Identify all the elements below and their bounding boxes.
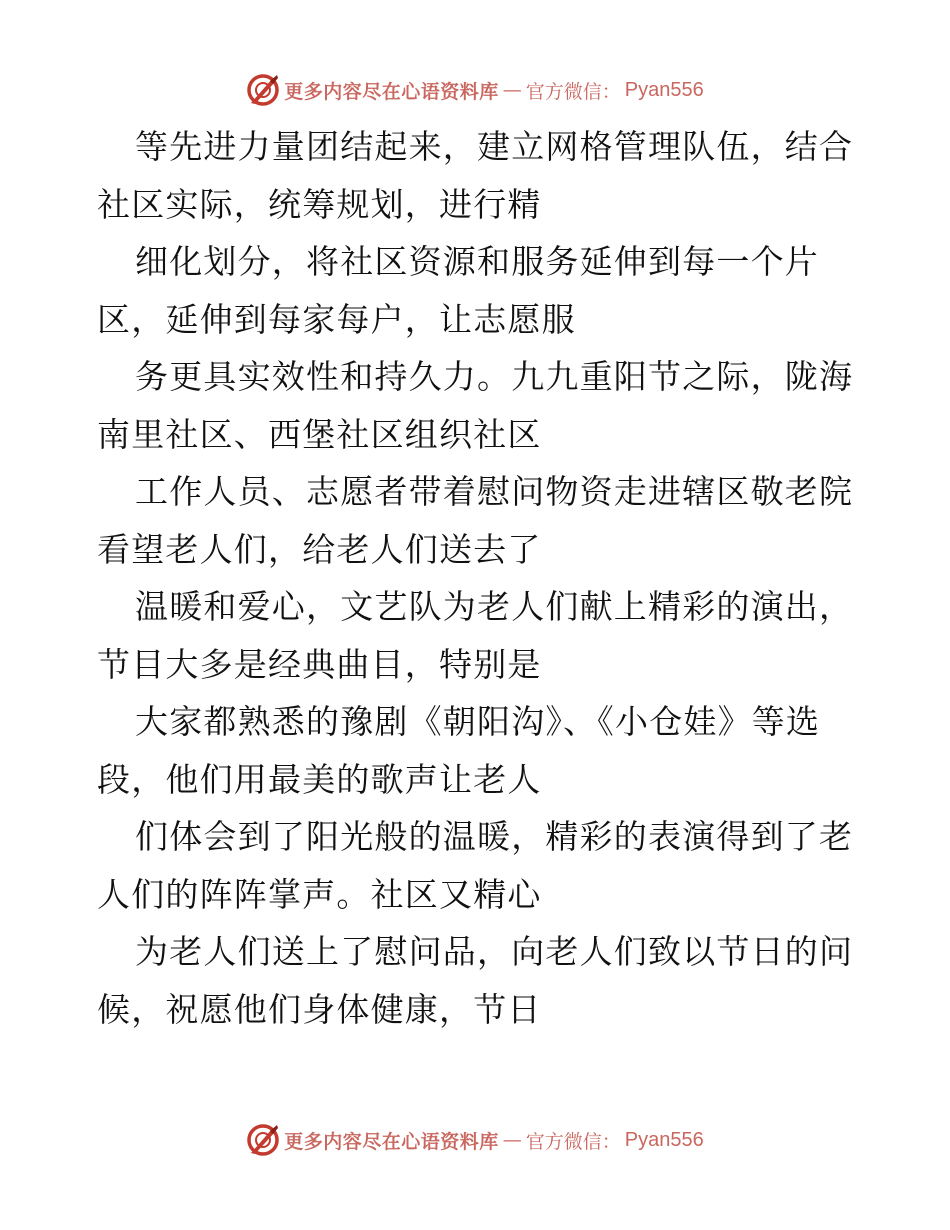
text-line: 看望老人们，给老人们送去了 (97, 529, 542, 569)
header-wechat-label: 官方微信： (525, 80, 621, 103)
text-line: 南里社区、西堡社区组织社区 (97, 414, 542, 454)
text-line: 段，他们用最美的歌声让老人 (97, 759, 542, 799)
text-line: 务更具实效性和持久力。九九重阳节之际，陇海 (135, 357, 854, 396)
header-promo-text: 更多内容尽在心语资料库 (284, 80, 499, 103)
text-line: 大家都熟悉的豫剧《朝阳沟》、《小仓娃》等选 (135, 702, 821, 741)
text-line: 社区实际，统筹规划，进行精 (97, 184, 542, 224)
footer-wechat-id: Pyan556 (624, 1128, 704, 1151)
text-line: 等先进力量团结起来，建立网格管理队伍，结合 (135, 127, 854, 166)
footer-separator: — (502, 1129, 522, 1151)
text-line: 为老人们送上了慰问品，向老人们致以节日的问 (135, 932, 854, 971)
logo-icon (246, 1123, 280, 1157)
header-banner (0, 70, 950, 110)
text-line: 区，延伸到每家每户，让志愿服 (97, 299, 576, 339)
document-body (97, 118, 857, 1038)
footer-promo-text: 更多内容尽在心语资料库 (284, 1130, 499, 1153)
text-line: 节目大多是经典曲目，特别是 (97, 644, 542, 684)
footer-wechat-label: 官方微信： (525, 1130, 621, 1153)
text-line: 温暖和爱心，文艺队为老人们献上精彩的演出， (135, 587, 854, 626)
text-line: 工作人员、志愿者带着慰问物资走进辖区敬老院 (135, 472, 854, 511)
text-line: 人们的阵阵掌声。社区又精心 (97, 874, 542, 914)
logo-icon (246, 73, 280, 107)
text-line: 候，祝愿他们身体健康，节日 (97, 989, 542, 1029)
text-line: 细化划分，将社区资源和服务延伸到每一个片 (135, 242, 819, 281)
header-separator: — (502, 79, 522, 101)
text-line: 们体会到了阳光般的温暖，精彩的表演得到了老 (135, 817, 854, 856)
header-wechat-id: Pyan556 (624, 78, 704, 101)
footer-banner (0, 1120, 950, 1160)
